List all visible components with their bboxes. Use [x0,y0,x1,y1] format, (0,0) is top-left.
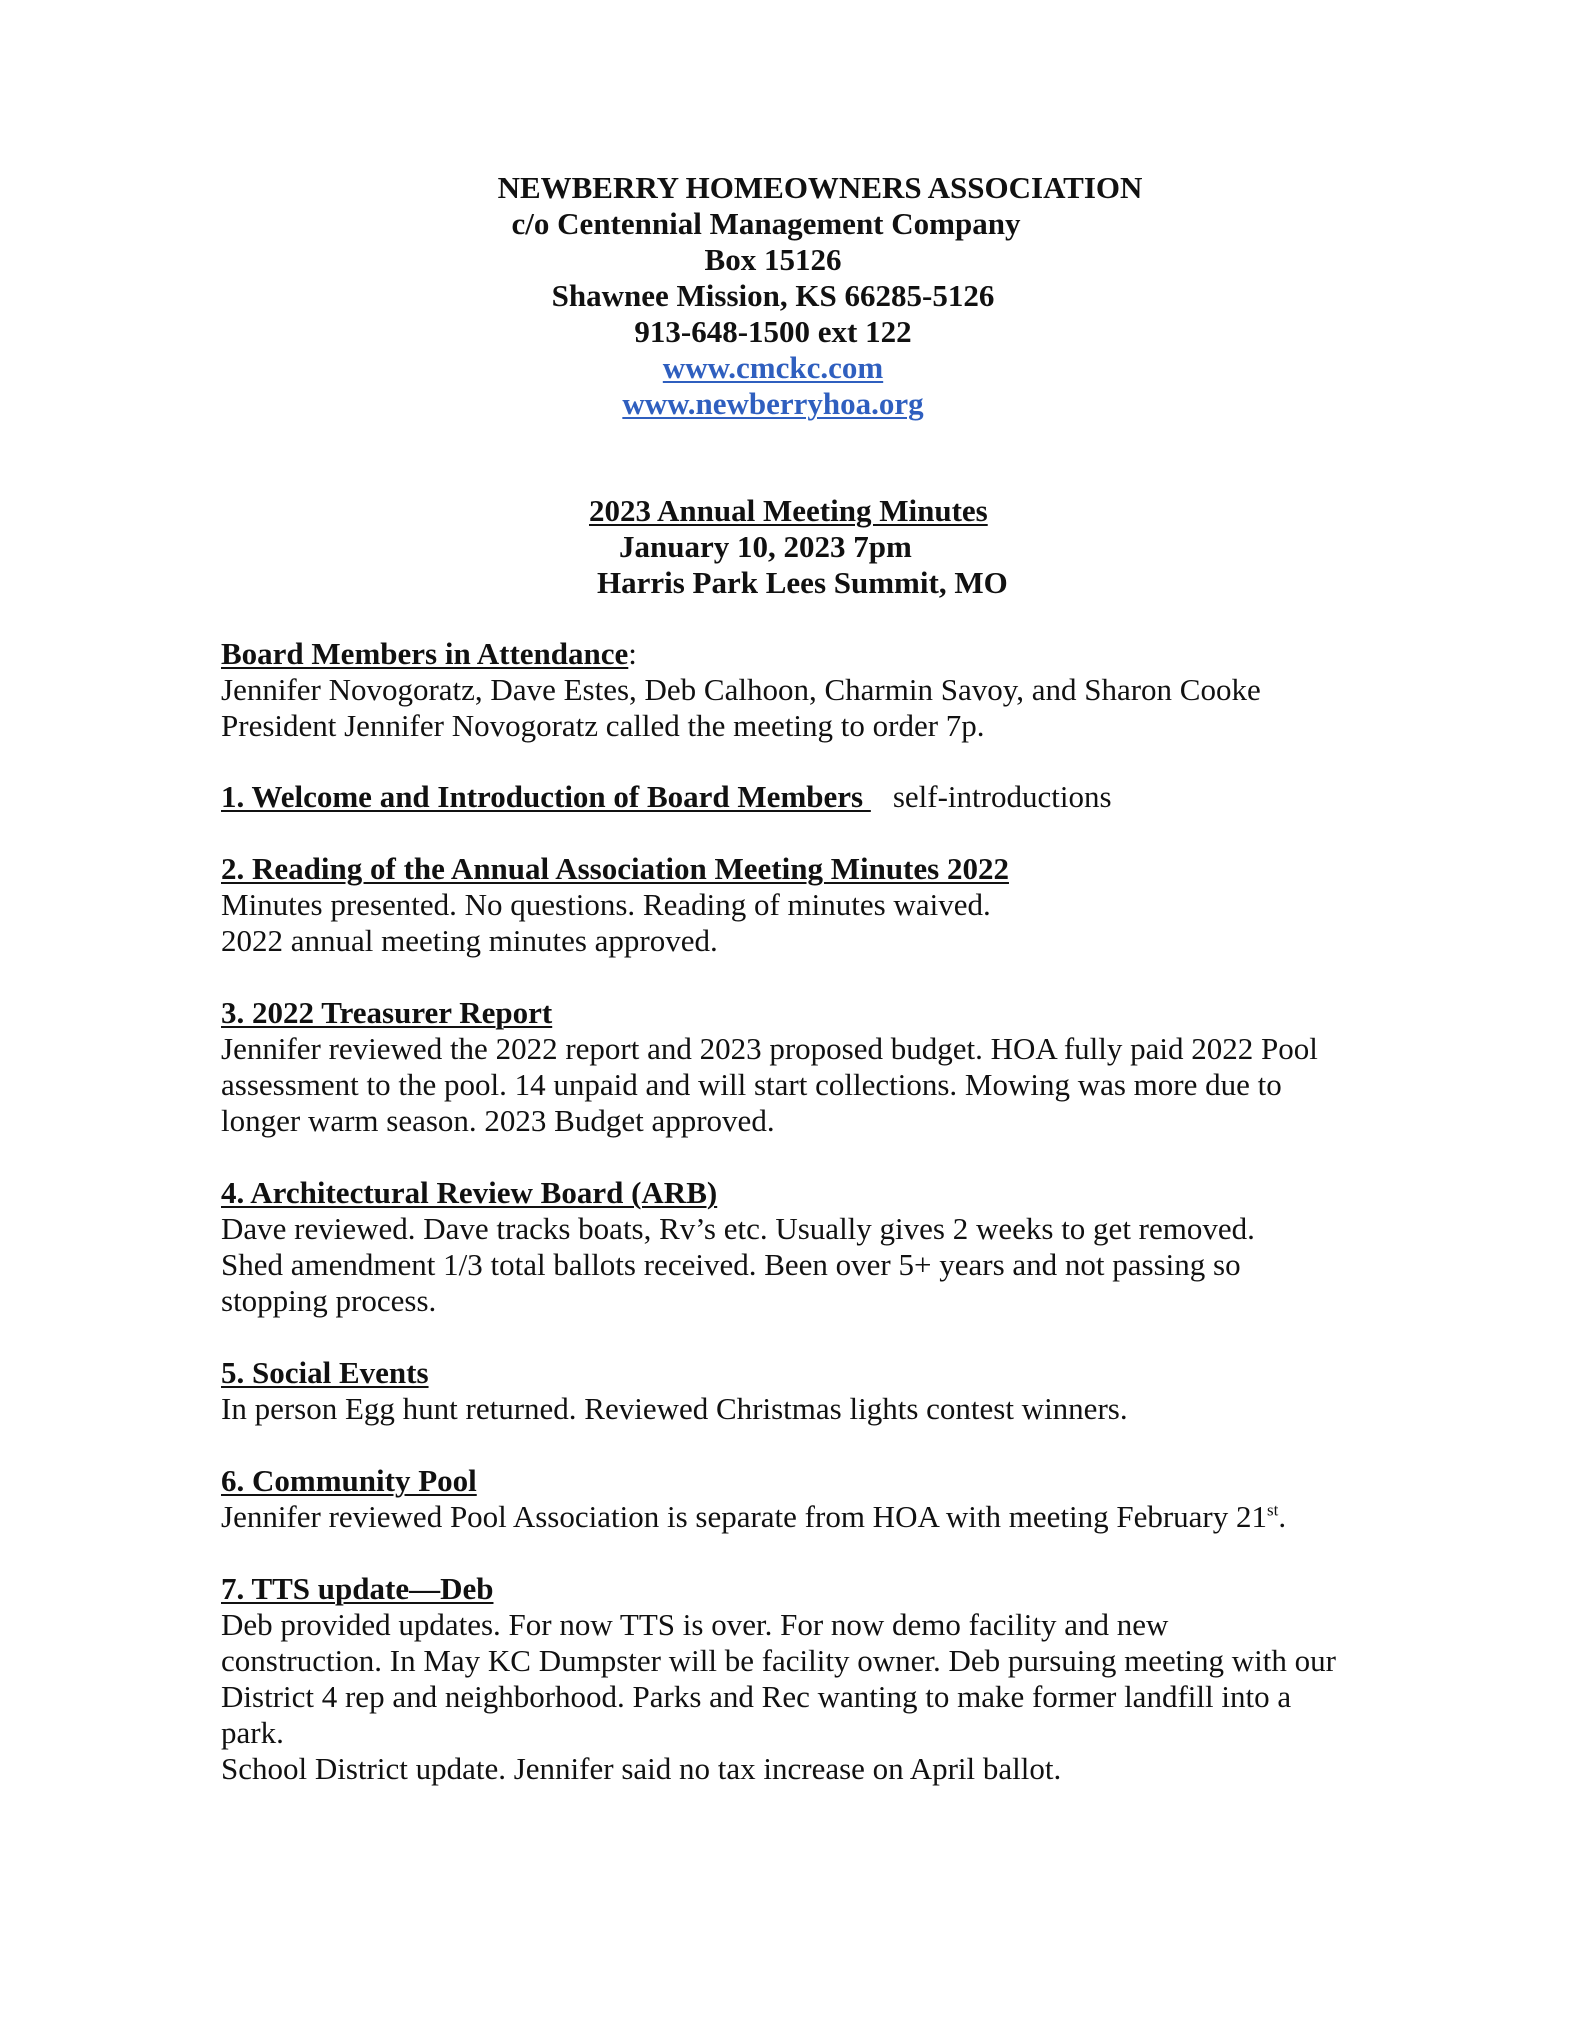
section-2-text-1: Minutes presented. No questions. Reading of minutes waived. [221,887,991,922]
section-3-heading: 3. 2022 Treasurer Report [221,995,553,1030]
section-7-text-1: Deb provided updates. For now TTS is over. For now demo facility and new [221,1607,1169,1642]
ordinal-suffix: st [1267,1500,1279,1520]
section-4-text-1: Dave reviewed. Dave tracks boats, Rv’s etc. Usually gives 2 weeks to get removed. [221,1211,1255,1246]
phone-line: 913-648-1500 ext 122 [634,314,912,349]
section-3-text-3: longer warm season. 2023 Budget approved. [221,1103,775,1138]
city-line: Shawnee Mission, KS 66285-5126 [551,278,995,313]
section-6-text-end: . [1278,1499,1287,1534]
meeting-title: 2023 Annual Meeting Minutes [589,493,988,528]
section-1-heading: 1. Welcome and Introduction of Board Members [221,779,871,814]
section-4-text-2: Shed amendment 1/3 total ballots received. Been over 5+ years and not passing so [221,1247,1241,1282]
section-6-heading: 6. Community Pool [221,1463,477,1498]
section-6-text-main: Jennifer reviewed Pool Association is separate from HOA with meeting February 21 [221,1499,1268,1534]
section-1-inline-text: self-introductions [892,779,1112,814]
org-name: NEWBERRY HOMEOWNERS ASSOCIATION [497,170,1143,205]
section-1-line [221,779,1112,815]
attendance-members: Jennifer Novogoratz, Dave Estes, Deb Calhoon, Charmin Savoy, and Sharon Cooke [221,672,1261,707]
attendance-colon: : [628,636,637,671]
cmckc-link[interactable]: www.cmckc.com [662,350,884,385]
meeting-date: January 10, 2023 7pm [619,529,912,564]
section-7-heading: 7. TTS update—Deb [221,1571,494,1606]
newberryhoa-link[interactable]: www.newberryhoa.org [622,386,924,421]
section-4-text-3: stopping process. [221,1283,437,1318]
attendance-heading: Board Members in Attendance [221,636,629,671]
section-2-heading: 2. Reading of the Annual Association Meeting Minutes 2022 [221,851,1009,886]
section-2-text-2: 2022 annual meeting minutes approved. [221,923,718,958]
section-5-text-1: In person Egg hunt returned. Reviewed Christmas lights contest winners. [221,1391,1128,1426]
section-4-heading: 4. Architectural Review Board (ARB) [221,1175,718,1210]
call-to-order: President Jennifer Novogoratz called the meeting to order 7p. [221,708,985,743]
meeting-location: Harris Park Lees Summit, MO [597,565,1008,600]
care-of-line: c/o Centennial Management Company [511,206,1021,241]
section-3-text-2: assessment to the pool. 14 unpaid and will start collections. Mowing was more due to [221,1067,1282,1102]
box-line: Box 15126 [704,242,842,277]
attendance-heading-line [221,636,637,672]
section-5-heading: 5. Social Events [221,1355,429,1390]
section-7-text-5: School District update. Jennifer said no tax increase on April ballot. [221,1751,1062,1786]
section-3-text-1: Jennifer reviewed the 2022 report and 2023 proposed budget. HOA fully paid 2022 Pool [221,1031,1318,1066]
section-7-text-4: park. [221,1715,284,1750]
section-7-text-3: District 4 rep and neighborhood. Parks and Rec wanting to make former landfill into a [221,1679,1292,1714]
section-6-text-1 [221,1499,1286,1535]
section-7-text-2: construction. In May KC Dumpster will be facility owner. Deb pursuing meeting with our [221,1643,1336,1678]
